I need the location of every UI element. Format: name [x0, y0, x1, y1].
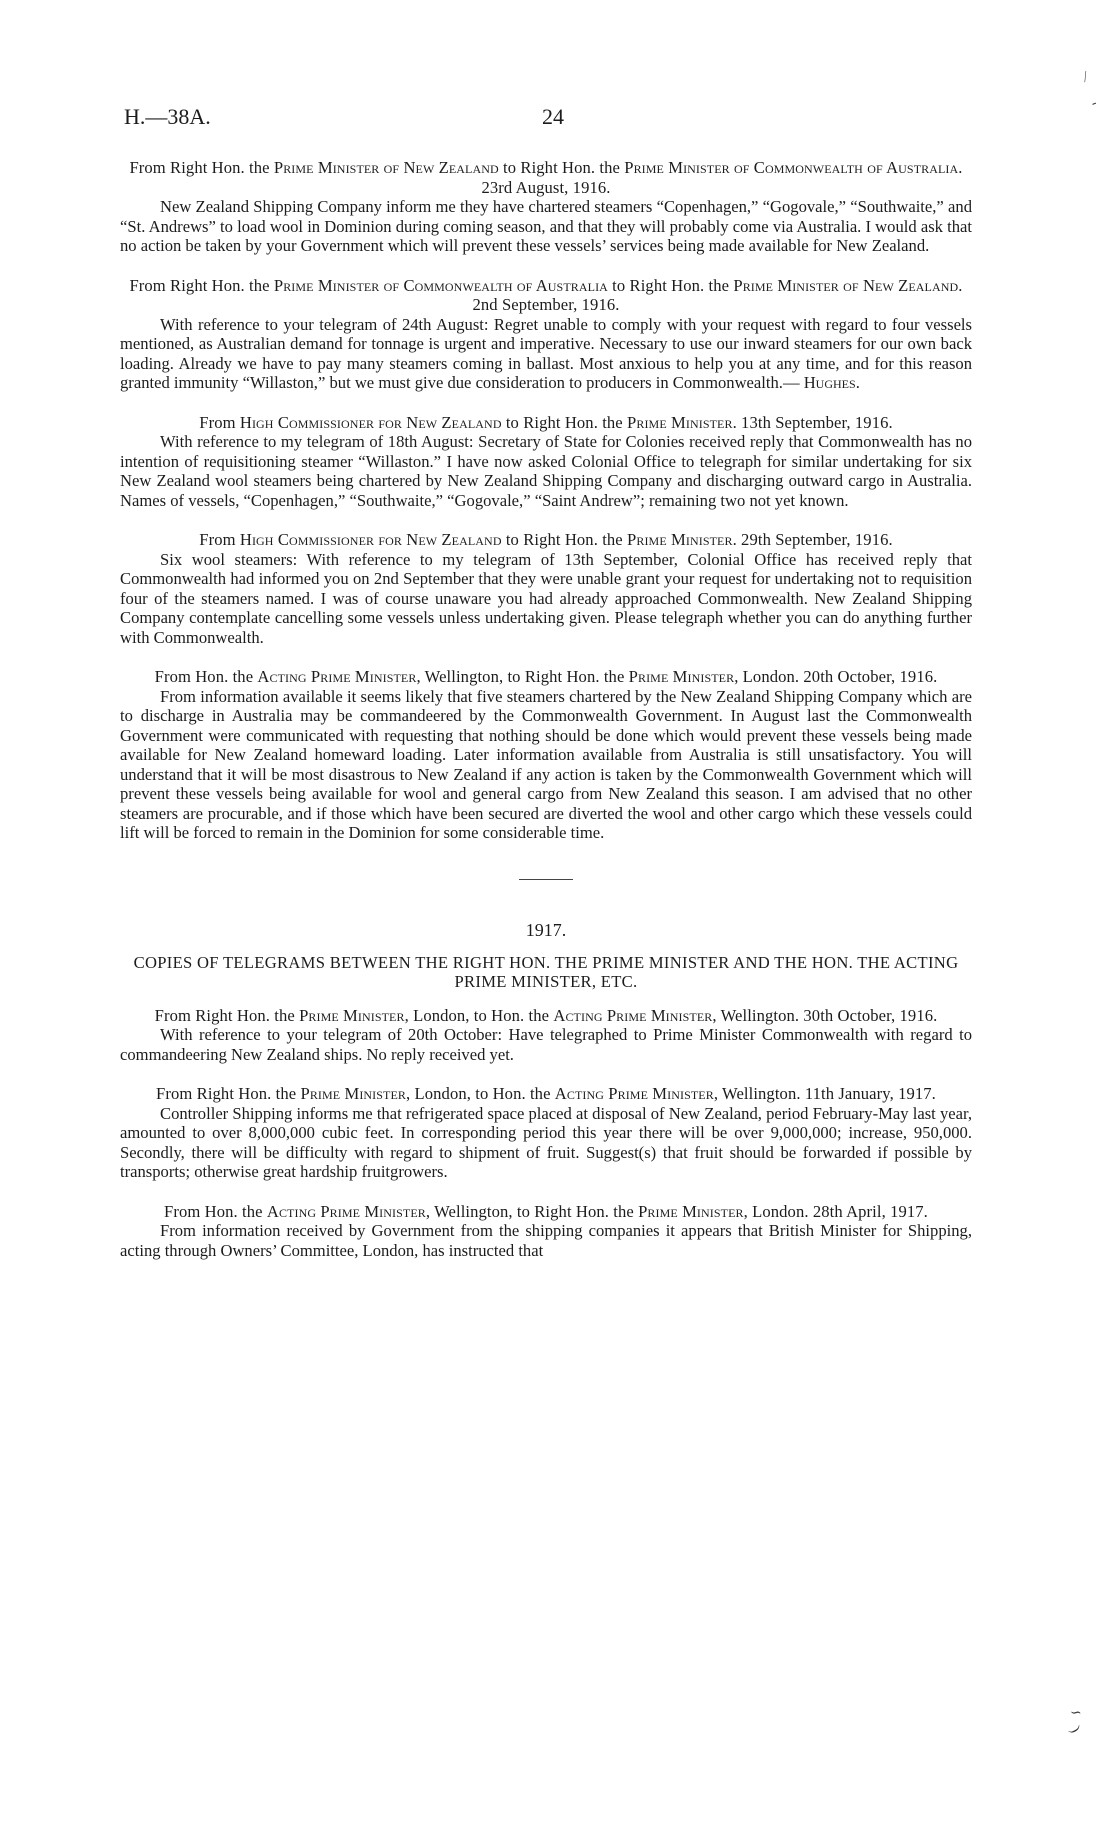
heading-sender-title: High Commissioner for New Zealand [239, 412, 502, 432]
heading-recipient-title: Acting Prime Minister [553, 1005, 713, 1025]
telegram-heading [120, 667, 972, 687]
scan-mark: ‐ [1089, 95, 1099, 112]
page-header [124, 104, 984, 134]
heading-to: , London, to Hon. the [404, 1005, 554, 1025]
heading-to: to Right Hon. the [501, 412, 628, 432]
heading-sender-title: Acting Prime Minister [257, 667, 417, 686]
telegram-body [120, 315, 972, 393]
heading-from: From Right Hon. the [129, 158, 274, 177]
telegram-body: From information available it seems likely that five steamers chartered by the New Zealand Shipping Company which are to discharge in Australia may be commandeered by the Commonwealth Government. In August last the Commonwealth Government were communicated with requesting that nothing should be done which would prevent these vessels being made available for New Zealand homeward loading. Later information available from Australia is still unsatisfactory. You will understand that it will be most disastrous to New Zealand if any action is taken by the Commonwealth Government which will prevent these vessels being available for wool and general cargo from New Zealand this season. I am advised that no other steamers are procurable, and if those which have been secured are diverted the wool and other cargo which these vessels could lift will be forced to remain in the Dominion for some considerable time. [120, 686, 972, 842]
telegram-3 [120, 413, 972, 511]
telegram-body: With reference to your telegram of 20th October: Have telegraphed to Prime Minister Commonwealth with regard to commandeering New Zealand ships. No reply received yet. [120, 1025, 972, 1064]
telegram-2 [120, 276, 972, 393]
heading-to: to Right Hon. the [498, 158, 625, 177]
heading-date: . 2nd September, 1916. [472, 275, 963, 314]
heading-date: , Wellington. 30th October, 1916. [712, 1005, 938, 1025]
heading-date: , London. 28th April, 1917. [743, 1201, 928, 1221]
page-content [120, 158, 972, 1280]
heading-from: From [199, 412, 240, 432]
section-divider [519, 879, 573, 880]
heading-date: , London. 20th October, 1916. [734, 667, 938, 686]
heading-recipient-title: Acting Prime Minister [554, 1084, 714, 1103]
telegram-body: Six wool steamers: With reference to my telegram of 13th September, Colonial Office has received reply that Commonwealth had informed you on 2nd September that they were unable grant your request for undertaking not to requisition four of the steamers named. I was of course unaware you had already approached Commonwealth. New Zealand Shipping Company contemplate cancelling some vessels unless undertaking given. Please telegraph whether you can do anything further with Commonwealth. [120, 549, 972, 647]
telegram-body: With reference to my telegram of 18th August: Secretary of State for Colonies received reply that Commonwealth has no intention of requisitioning steamer “Willaston.” I have now asked Colonial Office to telegraph for similar undertaking for six New Zealand wool steamers being chartered by New Zealand Shipping Company and discharging outward cargo in Australia. Names of vessels, “Copenhagen,” “Southwaite,” “Gogovale,” “Saint Andrew”; remaining two not yet known. [120, 432, 972, 510]
document-code: H.—38A. [124, 104, 211, 129]
heading-recipient-title: Prime Minister [627, 412, 733, 432]
telegram-4 [120, 530, 972, 647]
scan-mark: ∽ [1070, 1706, 1082, 1721]
telegram-heading [120, 1006, 972, 1026]
telegram-6 [120, 1006, 972, 1065]
heading-sender-title: Prime Minister of Commonwealth of Australia [273, 275, 608, 295]
body-text: With reference to your telegram of 24th August: Regret unable to comply with your request with regard to four vessels mentioned, as Australian demand for tonnage is urgent and imperative. Necessary to use our inward steamers for our own back loading. Already we have to pay many steamers coming in ballast. Most anxious to help you at any time, and for this reason granted immunity “Willaston,” but we must give due consideration to producers in Commonwealth.— [120, 314, 972, 392]
heading-from: From Right Hon. the [156, 1084, 301, 1103]
heading-recipient-title: Prime Minister [627, 530, 733, 549]
heading-to: , London, to Hon. the [406, 1084, 555, 1103]
heading-recipient-title: Prime Minister [628, 667, 735, 686]
heading-to: to Right Hon. the [501, 530, 628, 549]
section-year: 1917. [525, 919, 567, 940]
telegram-5 [120, 667, 972, 843]
heading-from: From Right Hon. the [154, 1005, 300, 1025]
page-number: 24 [542, 104, 564, 129]
heading-sender-title: Prime Minister of New Zealand [273, 158, 499, 177]
heading-sender-title: Acting Prime Minister [266, 1201, 426, 1221]
heading-date: . 13th September, 1916. [732, 412, 893, 432]
heading-date: . 29th September, 1916. [732, 530, 893, 549]
telegram-8 [120, 1202, 972, 1261]
section-title: COPIES OF TELEGRAMS BETWEEN THE RIGHT HON. THE PRIME MINISTER AND THE HON. THE ACTING PRIME MINISTER, ETC. [133, 952, 959, 991]
telegram-body: From information received by Government from the shipping companies it appears that British Minister for Shipping, acting through Owners’ Committee, London, has instructed that [120, 1221, 972, 1260]
scan-mark: ) [1067, 1723, 1083, 1736]
telegram-body: Controller Shipping informs me that refrigerated space placed at disposal of New Zealand, period February-May last year, amounted to over 8,000,000 cubic feet. In corresponding period this year there will be over 9,000,000; increase, 950,000. Secondly, there will be difficulty with regard to shipment of fruit. Suggest(s) that fruit should be forwarded if possible by transports; otherwise great hardship fruitgrowers. [120, 1103, 972, 1181]
heading-recipient-title: Prime Minister of New Zealand [733, 275, 959, 295]
heading-date: . 23rd August, 1916. [481, 158, 963, 197]
heading-to: to Right Hon. the [607, 275, 734, 295]
heading-date: , Wellington. 11th January, 1917. [713, 1084, 936, 1103]
telegram-heading [120, 158, 972, 197]
heading-recipient-title: Prime Minister [638, 1201, 744, 1221]
heading-recipient-title: Prime Minister of Commonwealth of Australia [624, 158, 959, 177]
telegram-heading [120, 413, 972, 433]
heading-from: From Hon. the [154, 667, 258, 686]
heading-to: , Wellington, to Right Hon. the [425, 1201, 639, 1221]
telegram-heading [120, 530, 972, 550]
telegram-signature: Hughes. [803, 373, 860, 392]
heading-from: From Right Hon. the [129, 275, 274, 295]
heading-sender-title: High Commissioner for New Zealand [239, 530, 502, 549]
heading-from: From Hon. the [164, 1201, 267, 1221]
telegram-7 [120, 1084, 972, 1182]
telegram-heading [120, 1202, 972, 1222]
telegram-heading [120, 1084, 972, 1104]
telegram-body: New Zealand Shipping Company inform me they have chartered steamers “Copenhagen,” “Gogovale,” “Southwaite,” and “St. Andrews” to load wool in Dominion during coming season, and that they will probably come via Australia. I would ask that no action be taken by your Government which will prevent these vessels’ services being made available for New Zealand. [120, 197, 972, 255]
telegram-heading [120, 276, 972, 315]
heading-sender-title: Prime Minister [300, 1084, 407, 1103]
heading-to: , Wellington, to Right Hon. the [416, 667, 629, 686]
telegram-1 [120, 158, 972, 256]
heading-sender-title: Prime Minister [299, 1005, 405, 1025]
heading-from: From [199, 530, 240, 549]
scan-mark: ⁄ [1081, 70, 1091, 85]
